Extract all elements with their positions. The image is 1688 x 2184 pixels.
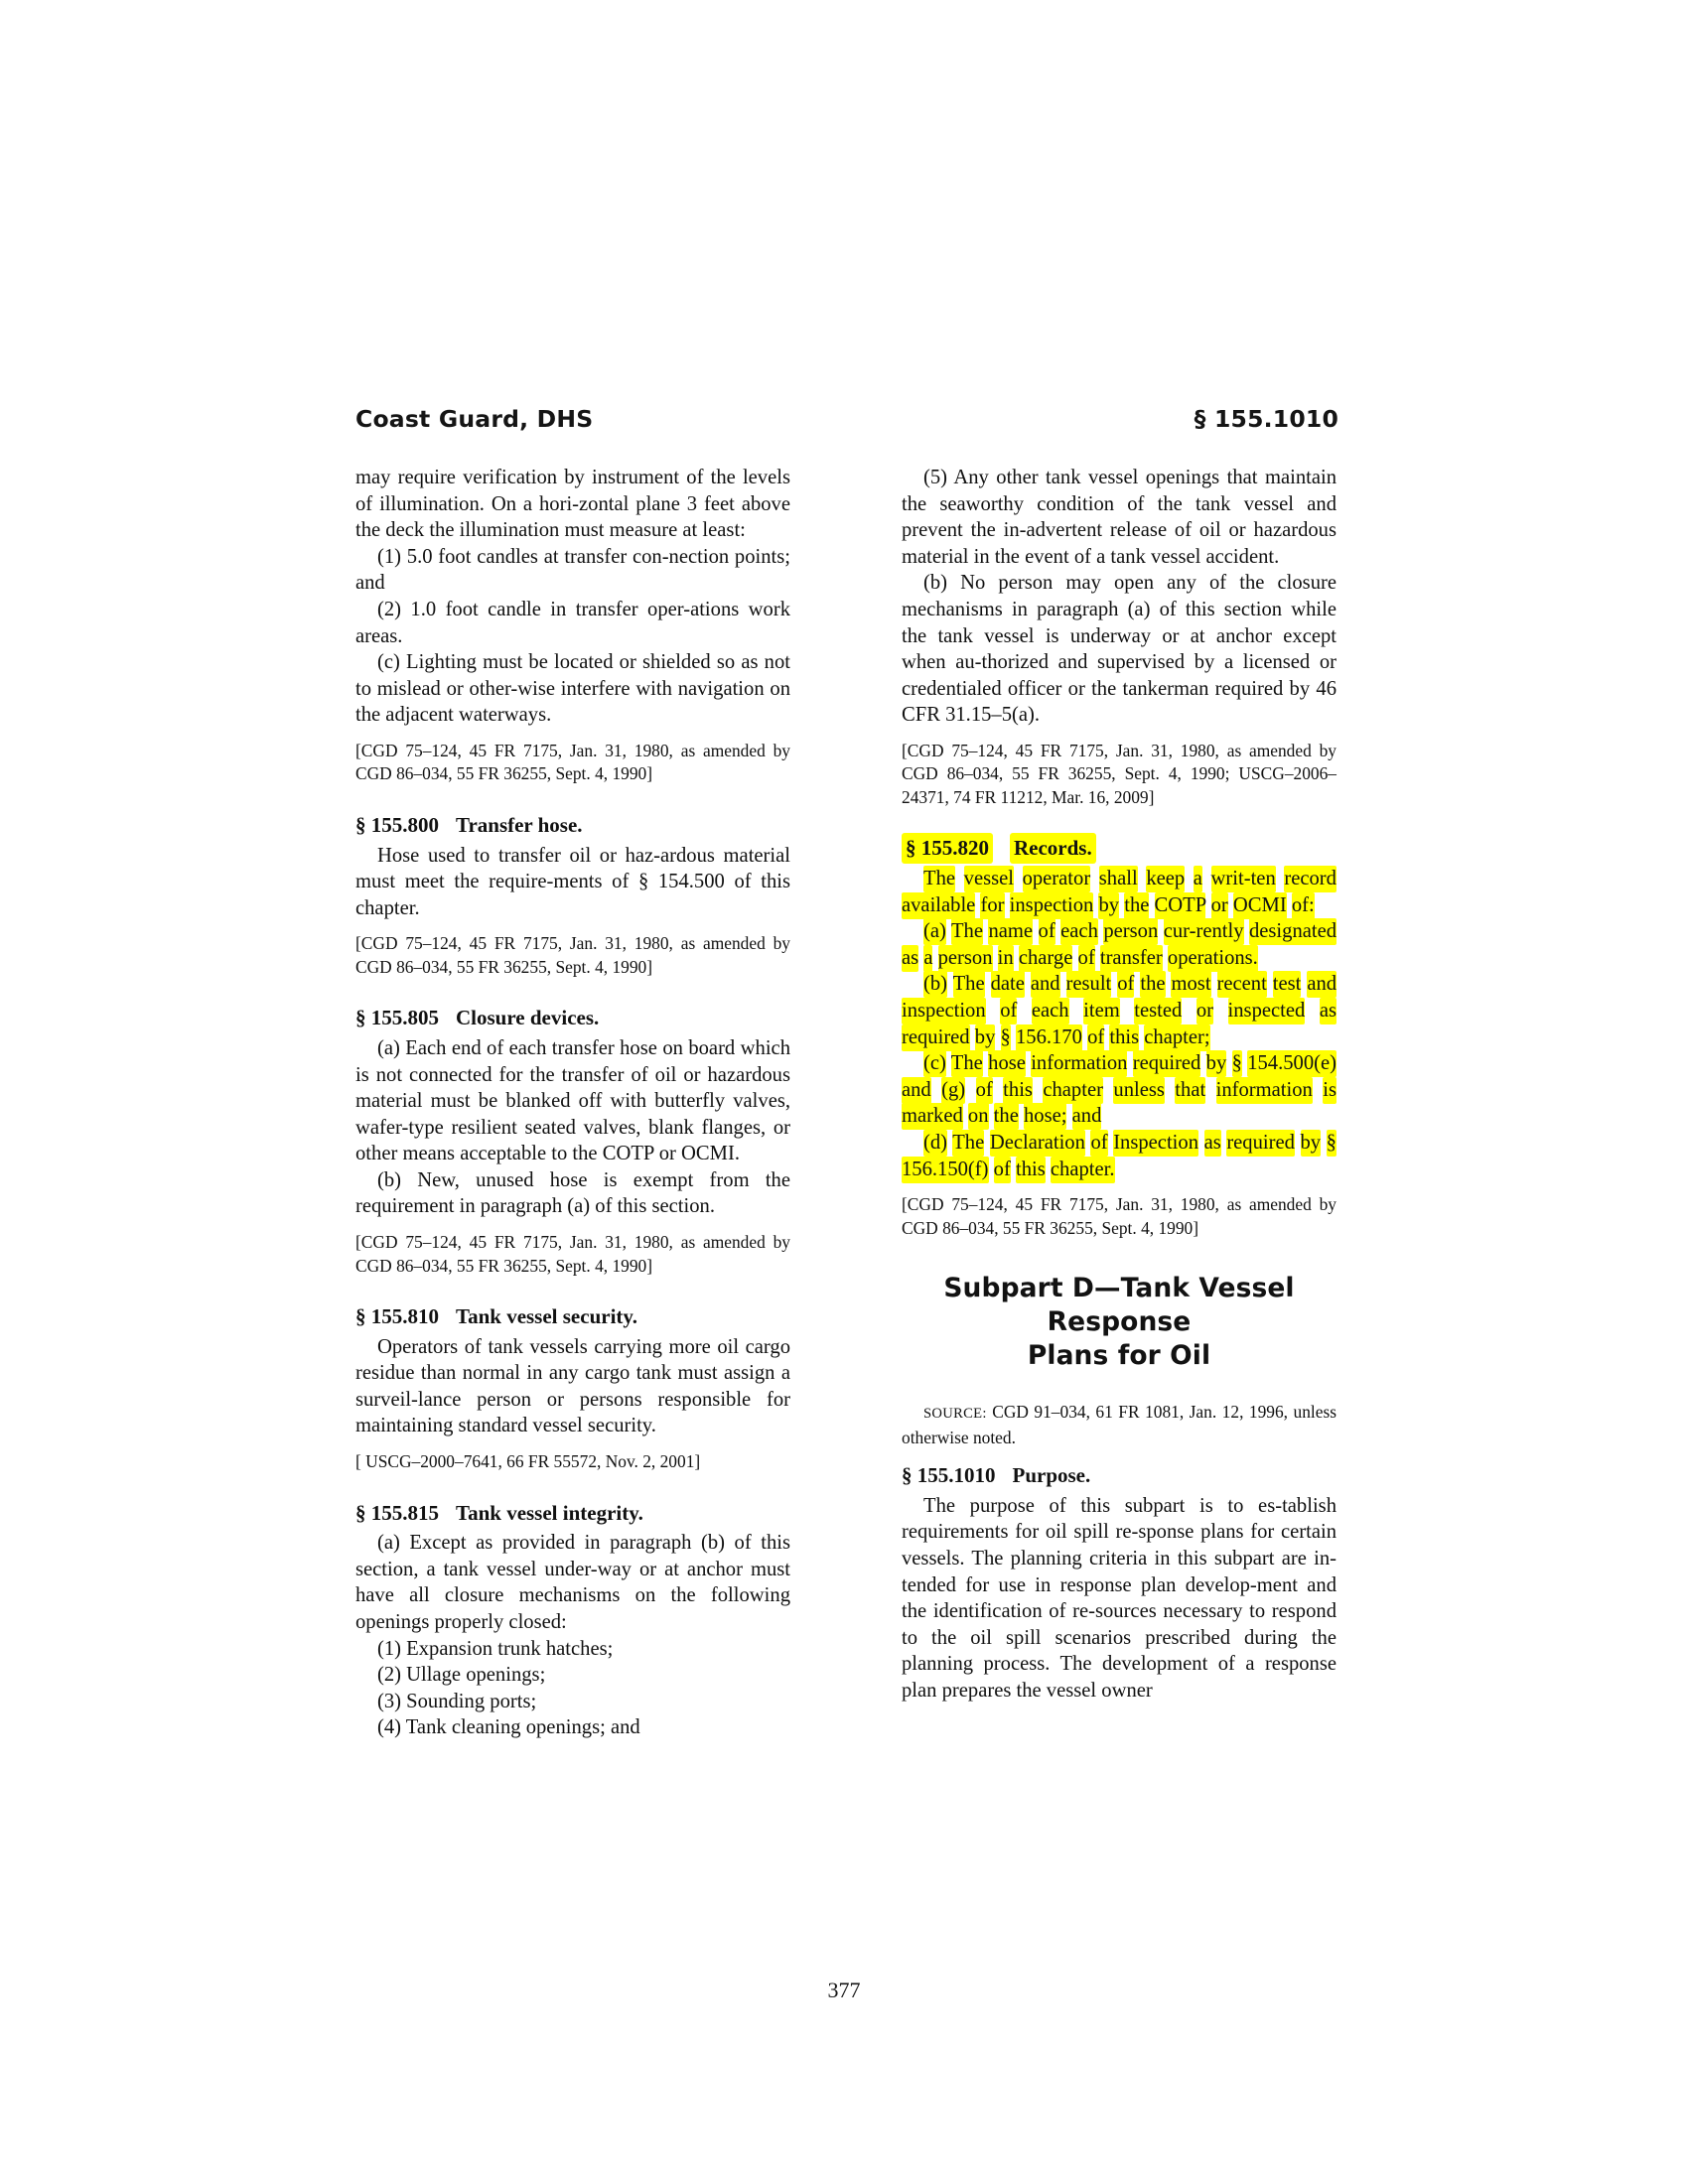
highlighted-word: The — [951, 918, 983, 945]
highlighted-word: and — [1031, 971, 1060, 998]
highlighted-word: keep — [1146, 866, 1185, 892]
section-155-815-paragraph-a: (a) Except as provided in paragraph (b) of this section, a tank vessel under-way or at anchor must have all closure mechanisms on the following openings properly closed: — [355, 1532, 790, 1633]
highlighted-word: (b) — [923, 971, 947, 998]
highlighted-word: that — [1175, 1077, 1205, 1104]
highlighted-word: hose — [988, 1050, 1026, 1077]
section-title: Transfer hose. — [456, 812, 583, 837]
highlighted-word: by — [1098, 892, 1119, 919]
highlighted-word: or — [1211, 892, 1228, 919]
highlighted-word: operations. — [1168, 945, 1258, 972]
highlighted-word: vessel — [964, 866, 1014, 892]
highlighted-word: COTP — [1155, 892, 1206, 919]
highlighted-word: as — [902, 945, 918, 972]
highlighted-word: shall — [1099, 866, 1138, 892]
section-155-815-paragraph-b: (b) No person may open any of the closure mechanisms in paragraph (a) of this section while the tank vessel is underway or at anchor except when au-thorized and supervised by a licensed or credentialed officer or the tankerman required by 46 CFR 31.15–5(a). — [902, 572, 1336, 727]
list-item-3: (3) Sounding ports; — [377, 1690, 537, 1712]
highlighted-word: person — [1103, 918, 1158, 945]
highlighted-word: of — [1087, 1024, 1104, 1051]
section-title: Tank vessel security. — [456, 1304, 637, 1329]
highlighted-word: OCMI — [1233, 892, 1287, 919]
highlighted-word: or — [1196, 998, 1213, 1024]
section-155-805-paragraph-a: (a) Each end of each transfer hose on board which is not connected for the transfer of oil or hazardous material must be blanked off with butterfly valves, wafer-type resilient seated valves, blank flanges, or other means acceptable to the COTP or OCMI. — [355, 1036, 790, 1165]
highlighted-word: unless — [1113, 1077, 1164, 1104]
section-heading-155-810 — [355, 1303, 790, 1330]
credit-note: [CGD 75–124, 45 FR 7175, Jan. 31, 1980, as amended by CGD 86–034, 55 FR 36255, Sept. 4, 1990] — [355, 740, 790, 784]
highlighted-word: The — [952, 1130, 984, 1157]
highlighted-word: item — [1083, 998, 1120, 1024]
highlighted-word: writ-ten — [1211, 866, 1276, 892]
section-heading-155-820 — [902, 835, 1336, 862]
paragraph-continued: may require verification by instrument of the levels of illumination. On a hori-zontal plane 3 feet above the deck the illumination must measure at least: — [355, 467, 790, 542]
highlighted-word: inspection — [902, 998, 986, 1024]
credit-note: [ USCG–2000–7641, 66 FR 55572, Nov. 2, 2001] — [355, 1451, 701, 1472]
list-item-1: (1) 5.0 foot candles at transfer con-nection points; and — [355, 545, 790, 595]
section-title: Purpose. — [1012, 1463, 1091, 1488]
highlighted-word: the — [1140, 971, 1165, 998]
highlighted-word: date — [991, 971, 1025, 998]
highlighted-word: of — [976, 1077, 993, 1104]
section-number: § 155.815 — [355, 1500, 439, 1525]
highlighted-word: available — [902, 892, 975, 919]
highlighted-word: and — [902, 1077, 931, 1104]
section-heading-155-805 — [355, 1005, 790, 1031]
running-head-right: § 155.1010 — [1194, 405, 1338, 433]
highlighted-word: 154.500(e) — [1247, 1050, 1336, 1077]
section-155-805-paragraph-b: (b) New, unused hose is exempt from the requirement in paragraph (a) of this section. — [355, 1168, 790, 1218]
highlighted-word: chapter; — [1144, 1024, 1209, 1051]
highlighted-word: each — [1060, 918, 1098, 945]
paragraph-c: (c) Lighting must be located or shielded so as not to mislead or other-wise interfere with navigation on the adjacent waterways. — [355, 651, 790, 727]
highlighted-word: The — [951, 1050, 983, 1077]
section-heading-155-1010 — [902, 1462, 1336, 1489]
highlighted-word: in — [998, 945, 1014, 972]
source-text: CGD 91–034, 61 FR 1081, Jan. 12, 1996, unless otherwise noted. — [902, 1402, 1336, 1447]
highlighted-word: required — [1133, 1050, 1201, 1077]
highlighted-word: this — [1003, 1077, 1033, 1104]
highlighted-word: of — [1078, 945, 1095, 972]
highlighted-word: information — [1031, 1050, 1127, 1077]
highlighted-word: chapter. — [1051, 1157, 1115, 1183]
credit-note: [CGD 75–124, 45 FR 7175, Jan. 31, 1980, as amended by CGD 86–034, 55 FR 36255, Sept. 4, 1990] — [355, 1232, 790, 1276]
highlighted-word: The — [923, 866, 955, 892]
highlighted-word: tested — [1134, 998, 1182, 1024]
highlighted-word: transfer — [1100, 945, 1163, 972]
section-155-820-paragraph-a — [902, 918, 1336, 971]
highlighted-word: this — [1109, 1024, 1139, 1051]
page-number: 377 — [827, 1978, 861, 2002]
highlighted-word: (a) — [923, 918, 946, 945]
section-155-800-body: Hose used to transfer oil or haz-ardous material must meet the require-ments of § 154.500 of this chapter. — [355, 844, 790, 919]
running-head-left: Coast Guard, DHS — [355, 405, 594, 433]
highlighted-word: of — [1039, 918, 1055, 945]
highlighted-word: person — [938, 945, 993, 972]
highlighted-word: designated — [1249, 918, 1336, 945]
highlighted-word: § — [1327, 1130, 1336, 1157]
list-item-4: (4) Tank cleaning openings; and — [377, 1716, 640, 1739]
highlighted-word: a — [923, 945, 932, 972]
section-number: § 155.805 — [355, 1006, 439, 1030]
section-155-1010-body: The purpose of this subpart is to es-tablish requirements for oil spill re-sponse plans for certain vessels. The planning criteria in this subpart are in-tended for use in response plan develop-ment and the identification of re-sources necessary to respond to the oil spill scenarios prescribed during the planning process. The development of a response plan prepares the vessel owner — [902, 1494, 1336, 1702]
highlighted-word: is — [1323, 1077, 1336, 1104]
highlighted-word: § — [1232, 1050, 1242, 1077]
highlighted-word: of — [1000, 998, 1017, 1024]
highlighted-word: The — [953, 971, 985, 998]
highlighted-word: (g) — [941, 1077, 965, 1104]
highlighted-word: each — [1032, 998, 1069, 1024]
highlighted-word: 156.150(f) — [902, 1157, 989, 1183]
section-155-810-body: Operators of tank vessels carrying more oil cargo residue than normal in any cargo tank must assign a surveil-lance person or persons responsible for maintaining standard vessel security. — [355, 1335, 790, 1437]
highlighted-word: on — [968, 1103, 989, 1130]
subpart-title — [902, 1272, 1336, 1373]
section-number: § 155.800 — [355, 812, 439, 837]
section-title: Records. — [1010, 833, 1096, 864]
section-155-820-intro — [902, 866, 1336, 918]
highlighted-word: inspected — [1228, 998, 1306, 1024]
highlighted-word: (c) — [923, 1050, 946, 1077]
highlighted-word: chapter — [1043, 1077, 1103, 1104]
source-label: SOURCE: — [923, 1406, 987, 1423]
highlighted-word: by — [1206, 1050, 1227, 1077]
section-number: § 155.1010 — [902, 1463, 996, 1488]
section-title: Closure devices. — [456, 1006, 600, 1030]
credit-note: [CGD 75–124, 45 FR 7175, Jan. 31, 1980, as amended by CGD 86–034, 55 FR 36255, Sept. 4, 1990; USCG–2006–24371, 74 FR 11212, Mar. 16, 2009] — [902, 740, 1336, 807]
left-column — [355, 465, 790, 1741]
highlighted-word: 156.170 — [1016, 1024, 1082, 1051]
list-item-1: (1) Expansion trunk hatches; — [377, 1637, 614, 1660]
highlighted-word: hose; — [1024, 1103, 1066, 1130]
highlighted-word: of: — [1292, 892, 1315, 919]
credit-note: [CGD 75–124, 45 FR 7175, Jan. 31, 1980, as amended by CGD 86–034, 55 FR 36255, Sept. 4, 1990] — [355, 933, 790, 977]
subpart-title-line2: Plans for Oil — [1027, 1340, 1211, 1372]
highlighted-word: inspection — [1010, 892, 1094, 919]
highlighted-word: Declaration — [990, 1130, 1085, 1157]
credit-note: [CGD 75–124, 45 FR 7175, Jan. 31, 1980, as amended by CGD 86–034, 55 FR 36255, Sept. 4, 1990] — [902, 1194, 1336, 1238]
highlighted-word: the — [994, 1103, 1019, 1130]
section-number: § 155.820 — [902, 833, 993, 864]
highlighted-word: as — [1204, 1130, 1221, 1157]
right-column — [902, 465, 1336, 1705]
highlighted-word: operator — [1023, 866, 1091, 892]
highlighted-word: the — [1124, 892, 1149, 919]
highlighted-word: most — [1171, 971, 1210, 998]
section-title: Tank vessel integrity. — [456, 1500, 643, 1525]
section-155-820-paragraph-d — [902, 1130, 1336, 1182]
highlighted-word: this — [1016, 1157, 1046, 1183]
highlighted-word: recent — [1217, 971, 1267, 998]
highlighted-word: of — [994, 1157, 1011, 1183]
section-heading-155-815 — [355, 1500, 790, 1527]
highlighted-word: required — [1226, 1130, 1295, 1157]
section-number: § 155.810 — [355, 1304, 439, 1329]
list-item-5: (5) Any other tank vessel openings that maintain the seaworthy condition of the tank vessel and prevent the in-advertent release of oil or hazardous material in the event of a tank vessel accident. — [902, 467, 1336, 568]
highlighted-word: marked — [902, 1103, 963, 1130]
section-155-820-paragraph-b — [902, 971, 1336, 1050]
highlighted-word: information — [1216, 1077, 1313, 1104]
highlighted-word: charge — [1019, 945, 1073, 972]
highlighted-word: cur-rently — [1164, 918, 1244, 945]
highlighted-word: (d) — [923, 1130, 947, 1157]
highlighted-word: as — [1320, 998, 1336, 1024]
highlighted-word: of — [1117, 971, 1134, 998]
highlighted-word: required — [902, 1024, 970, 1051]
highlighted-word: of — [1090, 1130, 1107, 1157]
highlighted-word: a — [1194, 866, 1202, 892]
highlighted-word: by — [1301, 1130, 1322, 1157]
list-item-2: (2) Ullage openings; — [377, 1664, 546, 1687]
section-155-820-paragraph-c — [902, 1050, 1336, 1130]
highlighted-word: test — [1273, 971, 1302, 998]
highlighted-word: record — [1284, 866, 1336, 892]
highlighted-word: § — [1001, 1024, 1011, 1051]
subpart-title-line1: Subpart D—Tank Vessel Response — [943, 1273, 1295, 1338]
highlighted-word: Inspection — [1113, 1130, 1198, 1157]
list-item-2: (2) 1.0 foot candle in transfer oper-ations work areas. — [355, 598, 790, 647]
highlighted-word: and — [1072, 1103, 1102, 1130]
highlighted-word: for — [980, 892, 1004, 919]
highlighted-word: name — [988, 918, 1033, 945]
highlighted-word: result — [1066, 971, 1112, 998]
section-heading-155-800 — [355, 812, 790, 839]
highlighted-word: by — [975, 1024, 996, 1051]
running-head — [355, 405, 1338, 439]
highlighted-word: and — [1307, 971, 1336, 998]
source-note — [902, 1401, 1336, 1449]
